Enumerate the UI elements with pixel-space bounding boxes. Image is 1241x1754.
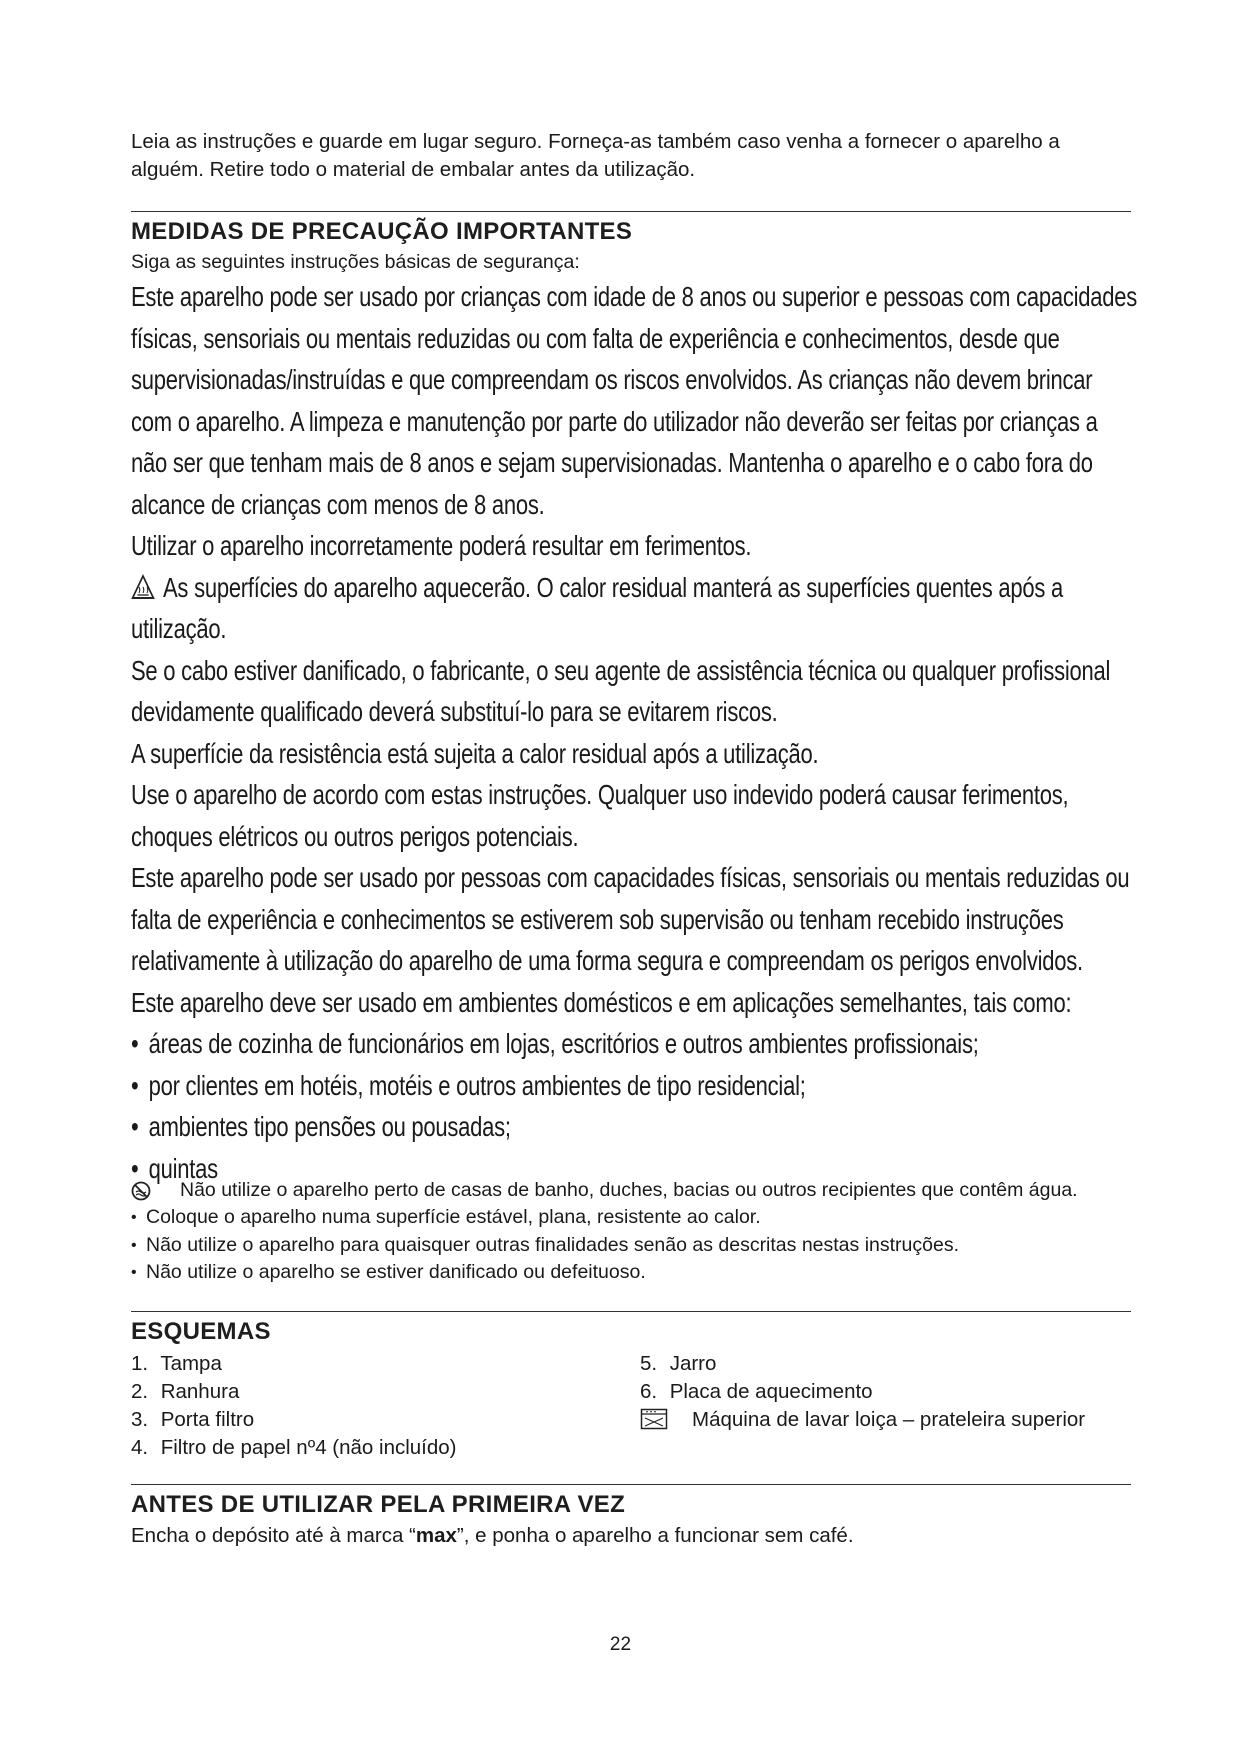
first-use-text: Encha o depósito até à marca “max”, e ponha o aparelho a funcionar sem café. [131,1523,854,1547]
list-item: • Não utilize o aparelho se estiver danificado ou defeituoso. [131,1261,646,1283]
hot-surface-warning-icon [131,574,155,600]
paragraph: Use o aparelho de acordo com estas instruções. Qualquer uso indevido poderá causar ferimentos, choques elétricos ou outros perigos potenciais. [131,779,1069,852]
paragraph: Se o cabo estiver danificado, o fabricante, o seu agente de assistência técnica ou qualquer profissional devidamente qualificado deverá substituí-lo para se evitarem riscos. [131,654,1111,727]
section-divider [131,1484,1131,1485]
list-item: • quintas [131,1152,218,1184]
legend-item: 6. Placa de aquecimento [640,1379,873,1403]
list-item: • ambientes tipo pensões ou pousadas; [131,1111,511,1142]
paragraph [131,567,1139,650]
paragraph: Este aparelho pode ser usado por crianças com idade de 8 anos ou superior e pessoas com capacidades físicas, sensoriais ou mentais reduzidas ou com falta de experiência e conhecimentos, desde que supervisionadas/instruídas e que compreendam os riscos envolvidos. As crianças não devem brincar com o aparelho. A limpeza e manutenção por parte do utilizador não deverão ser feitas por crianças a não ser que tenham mais de 8 anos e sejam supervisionadas. Mantenha o aparelho e o cabo fora do alcance de crianças com menos de 8 anos. [131,281,1137,520]
precautions-heading: MEDIDAS DE PRECAUÇÃO IMPORTANTES [131,218,633,245]
list-item: • áreas de cozinha de funcionários em lojas, escritórios e outros ambientes profissionais; [131,1028,979,1059]
precautions-subtitle: Siga as seguintes instruções básicas de segurança: [131,251,580,273]
paragraph: Este aparelho pode ser usado por pessoas com capacidades físicas, sensoriais ou mentais reduzidas ou falta de experiência e conhecimentos se estiverem sob supervisão ou tenham recebido instruções relativamente à utilização do aparelho de uma forma segura e compreendam os perigos envolvidos. [131,862,1130,976]
list-item: • Não utilize o aparelho para quaisquer outras finalidades senão as descritas nestas instruções. [131,1233,959,1256]
no-water-icon [131,1181,151,1201]
section-divider [131,1311,1131,1312]
intro-text: Leia as instruções e guarde em lugar seguro. Forneça-as também caso venha a fornecer o aparelho a alguém. Retire todo o material de embalar antes da utilização. [131,130,1060,181]
legend-item: Máquina de lavar loiça – prateleira superior [640,1406,1131,1434]
list-item: • por clientes em hotéis, motéis e outros ambientes de tipo residencial; [131,1069,806,1101]
legend-item: 4. Filtro de papel nº4 (não incluído) [131,1435,457,1459]
legend-item: 5. Jarro [640,1351,717,1375]
legend-item: 2. Ranhura [131,1379,240,1403]
legend-column-left [131,1350,640,1462]
first-use-heading: ANTES DE UTILIZAR PELA PRIMEIRA VEZ [131,1490,626,1518]
list-item: • Coloque o aparelho numa superfície estável, plana, resistente ao calor. [131,1206,761,1228]
precautions-body [131,276,1139,1189]
legend-item: 3. Porta filtro [131,1407,255,1431]
diagram-legend [131,1350,1131,1462]
section-divider [131,211,1131,212]
paragraph: A superfície da resistência está sujeita a calor residual após a utilização. [131,737,819,769]
legend-item: 1. Tampa [131,1351,222,1375]
water-warning: Não utilize o aparelho perto de casas de banho, duches, bacias ou outros recipientes que contêm água. [131,1177,1131,1204]
manual-page [131,128,1137,1550]
hot-surface-text: As superfícies do aparelho aquecerão. O calor residual manterá as superfícies quentes após a utilização. [131,571,1064,644]
diagrams-heading: ESQUEMAS [131,1317,271,1345]
page-number: 22 [609,1634,632,1655]
legend-column-right [640,1350,1131,1462]
paragraph: Este aparelho deve ser usado em ambientes domésticos e em aplicações semelhantes, tais como: [131,986,1072,1018]
dishwasher-icon [640,1408,668,1430]
paragraph: Utilizar o aparelho incorretamente poderá resultar em ferimentos. [131,530,752,561]
